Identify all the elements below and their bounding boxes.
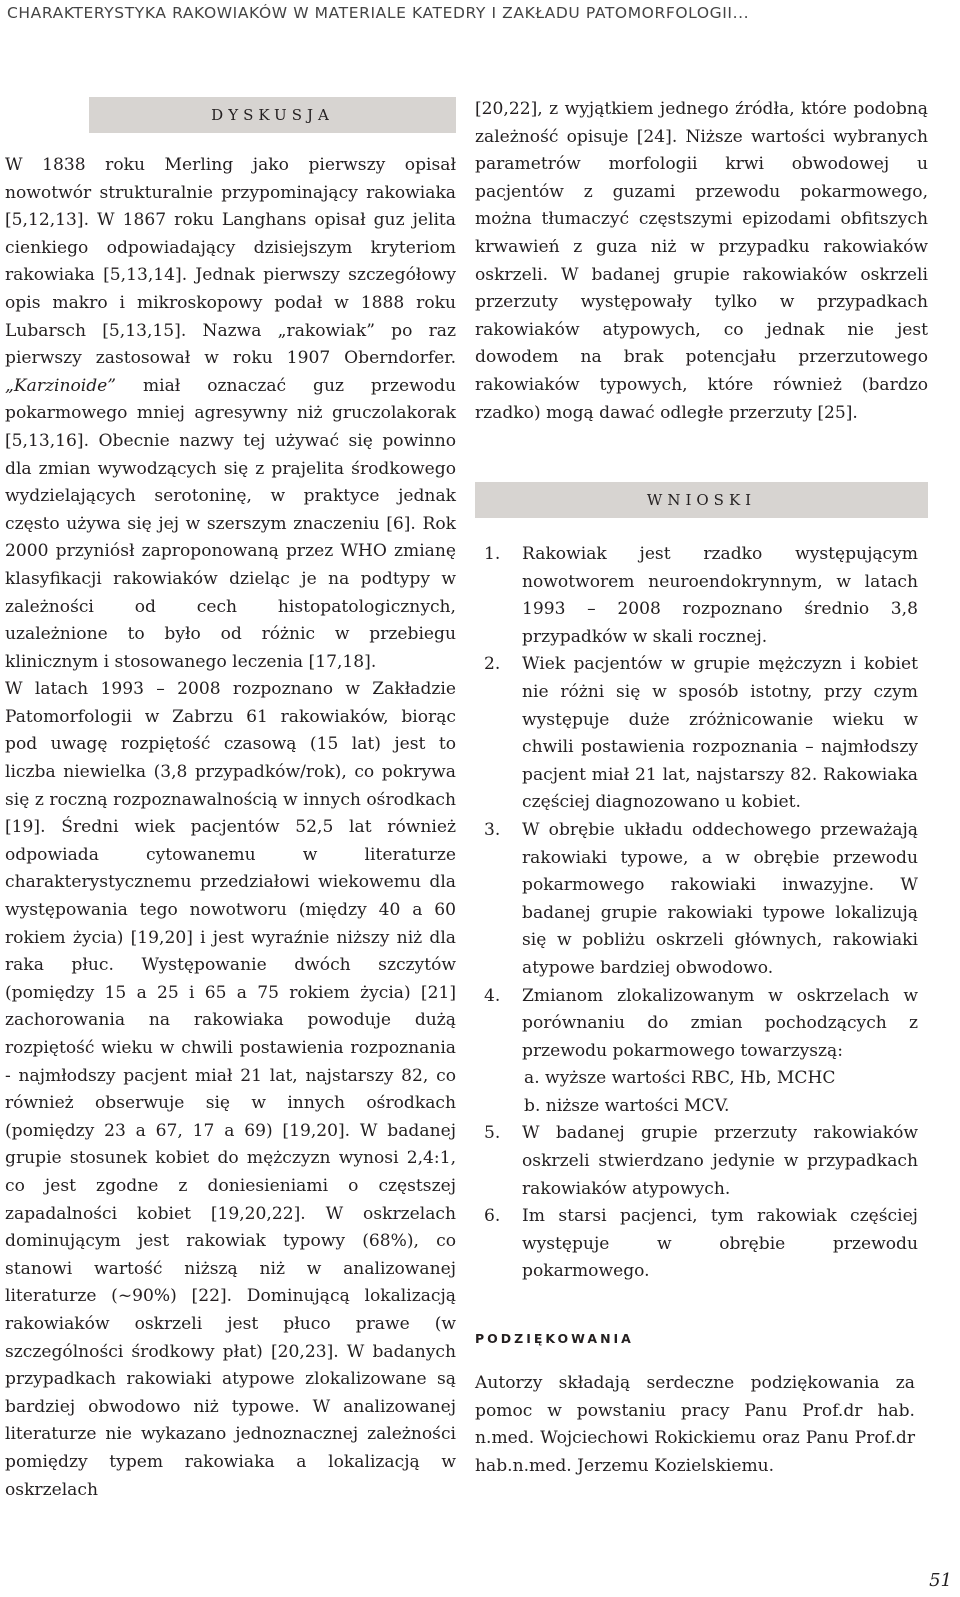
paragraph-text: W 1838 roku Merling jako pierwszy opisał nowotwór strukturalnie przypominający rakowiaka [5,12,13]. W 1867 roku Langhans opisał guz jelita cienkiego odpowiadający dzisiejszym kryteriom rakowiaka [5,13,14]. Jednak pierwszy szczegółowy opis makro i mikroskopowy podał w 1888 roku Lubarsch [5,13,15]. Nazwa „rakowiak” po raz pierwszy zastosował w roku 1907 Oberndorfer. <box>5 155 456 369</box>
conclusion-number: 2. <box>484 654 501 675</box>
continuation-paragraph: [20,22], z wyjątkiem jednego źródła, które podobną zależność opisuje [24]. Niższe wartości wybranych parametrów morfologii krwi obwodowej u pacjentów z guzami przewodu pokarmowego, można tłumaczyć częstszymi epizodami obfitszych krwawień z guza niż w przypadku rakowiaków oskrzeli. W badanej grupie rakowiaków oskrzeli przerzuty występowały tylko w przypadkach rakowiaków atypowych, co jednak nie jest dowodem na brak potencjału przerzutowego rakowiaków typowych, które również (bardzo rzadko) mogą dawać odległe przerzuty [25]. <box>475 99 928 423</box>
conclusion-text: Zmianom zlokalizowanym w oskrzelach w porównaniu do zmian pochodzących z przewodu pokarmowego towarzyszą: <box>522 985 918 1061</box>
discussion-paragraph-2: W latach 1993 – 2008 rozpoznano w Zakładzie Patomorfologii w Zabrzu 61 rakowiaków, biorąc pod uwagę rozpiętość czasową (15 lat) jest to liczba niewielka (3,8 przypadków/rok), co pokrywa się z roczną rozpoznawalnością w innych ośrodkach [19]. Średni wiek pacjentów 52,5 lat również odpowiada cytowanemu w literaturze charakterystycznemu przedziałowi wiekowemu dla występowania tego nowotworu (między 40 a 60 rokiem życia) [19,20] i jest wyraźnie niższy niż dla raka płuc. Występowanie dwóch szczytów (pomiędzy 15 a 25 i 65 a 75 rokiem życia) [21] zachorowania na rakowiaka powoduje dużą rozpiętość wieku w chwili postawienia rozpoznania - najmłodszy pacjent miał 21 lat, najstarszy 82, co również obserwuje się w innych ośrodkach (pomiędzy 23 a 67, 17 a 69) [19,20]. W badanej grupie stosunek kobiet do mężczyzn wynosi 2,4:1, co jest zgodne z doniesieniami o częstszej zapadalności kobiet [19,20,22]. W oskrzelach dominującym jest rakowiak typowy (68%), co stanowi wartość niższą niż w analizowanej literaturze (~90%) [22]. Dominującą lokalizacją rakowiaków oskrzeli jest płuco prawe (w szczególności środkowy płat) [20,23]. W badanych przypadkach rakowiaki atypowe zlokalizowane są bardziej obwodowo niż typowe. W analizowanej literaturze nie wykazano jednoznacznej zależności pomiędzy typem rakowiaka a lokalizacją w oskrzelach <box>5 679 456 1500</box>
conclusion-text: W obrębie układu oddechowego przeważają rakowiaki typowe, a w obrębie przewodu pokarmowego rakowiaki inwazyjne. W badanej grupie rakowiaki typowe lokalizują się w pobliżu oskrzeli głównych, rakowiaki atypowe bardziej obwodowo. <box>522 819 918 978</box>
acknowledgements-heading: PODZIĘKOWANIA <box>475 1331 634 1346</box>
conclusion-subitem: a. wyższe wartości RBC, Hb, MCHC <box>524 1068 836 1089</box>
italic-term: „Karzinoide” <box>5 375 117 396</box>
conclusion-item <box>480 541 918 651</box>
discussion-body <box>5 152 456 1504</box>
conclusion-text: Rakowiak jest rzadko występującym nowotworem neuroendokrynnym, w latach 1993 – 2008 rozpoznano średnio 3,8 przypadków w skali rocznej. <box>522 544 918 647</box>
conclusion-text: W badanej grupie przerzuty rakowiaków oskrzeli stwierdzano jedynie w przypadkach rakowiaków atypowych. <box>522 1123 918 1199</box>
paragraph-text: miał oznaczać guz przewodu pokarmowego mniej agresywny niż gruczolakorak [5,13,16]. Obecnie nazwy tej używać się powinno dla zmian wywodzących się z prajelita środkowego wydzielających serotoninę, w praktyce jednak często używa się jej w szerszym znaczeniu [6]. Rok 2000 przyniósł zaproponowaną przez WHO zmianę klasyfikacji rakowiaków dzieląc je na podtypy w zależności od cech histopatologicznych, uzależnione to było od różnic w przebiegu klinicznym i stosowanego leczenia [17,18]. <box>5 375 456 672</box>
discussion-continuation <box>475 96 928 427</box>
conclusion-number: 3. <box>484 819 501 840</box>
conclusions-heading: WNIOSKI <box>475 482 928 518</box>
conclusion-text: Wiek pacjentów w grupie mężczyzn i kobiet nie różni się w sposób istotny, przy czym występuje duże zróżnicowanie wieku w chwili postawienia rozpoznania – najmłodszy pacjent miał 21 lat, najstarszy 82. Rakowiaka częściej diagnozowano u kobiet. <box>522 654 918 813</box>
running-header: CHARAKTERYSTYKA RAKOWIAKÓW W MATERIALE KATEDRY I ZAKŁADU PATOMORFOLOGII... <box>7 4 750 22</box>
conclusion-item <box>480 983 918 1121</box>
conclusion-number: 4. <box>484 985 501 1006</box>
conclusion-number: 1. <box>484 544 501 564</box>
conclusion-item <box>480 817 918 983</box>
conclusion-item <box>480 1120 918 1203</box>
acknowledgements-text: Autorzy składają serdeczne podziękowania za pomoc w powstaniu pracy Panu Prof.dr hab. n.med. Wojciechowi Rokickiemu oraz Panu Prof.dr hab.n.med. Jerzemu Kozielskiemu. <box>475 1373 915 1476</box>
conclusion-text: Im starsi pacjenci, tym rakowiak częściej występuje w obrębie przewodu pokarmowego. <box>522 1206 918 1282</box>
conclusion-item <box>480 1203 918 1286</box>
conclusion-subitem: b. niższe wartości MCV. <box>524 1095 730 1116</box>
conclusion-item <box>480 651 918 817</box>
acknowledgements-body <box>475 1370 915 1480</box>
conclusions-list <box>480 541 918 1286</box>
conclusion-number: 6. <box>484 1206 501 1227</box>
discussion-paragraph-1 <box>5 152 456 676</box>
discussion-heading: DYSKUSJA <box>89 97 456 133</box>
conclusion-number: 5. <box>484 1123 501 1144</box>
page-number: 51 <box>929 1570 952 1591</box>
